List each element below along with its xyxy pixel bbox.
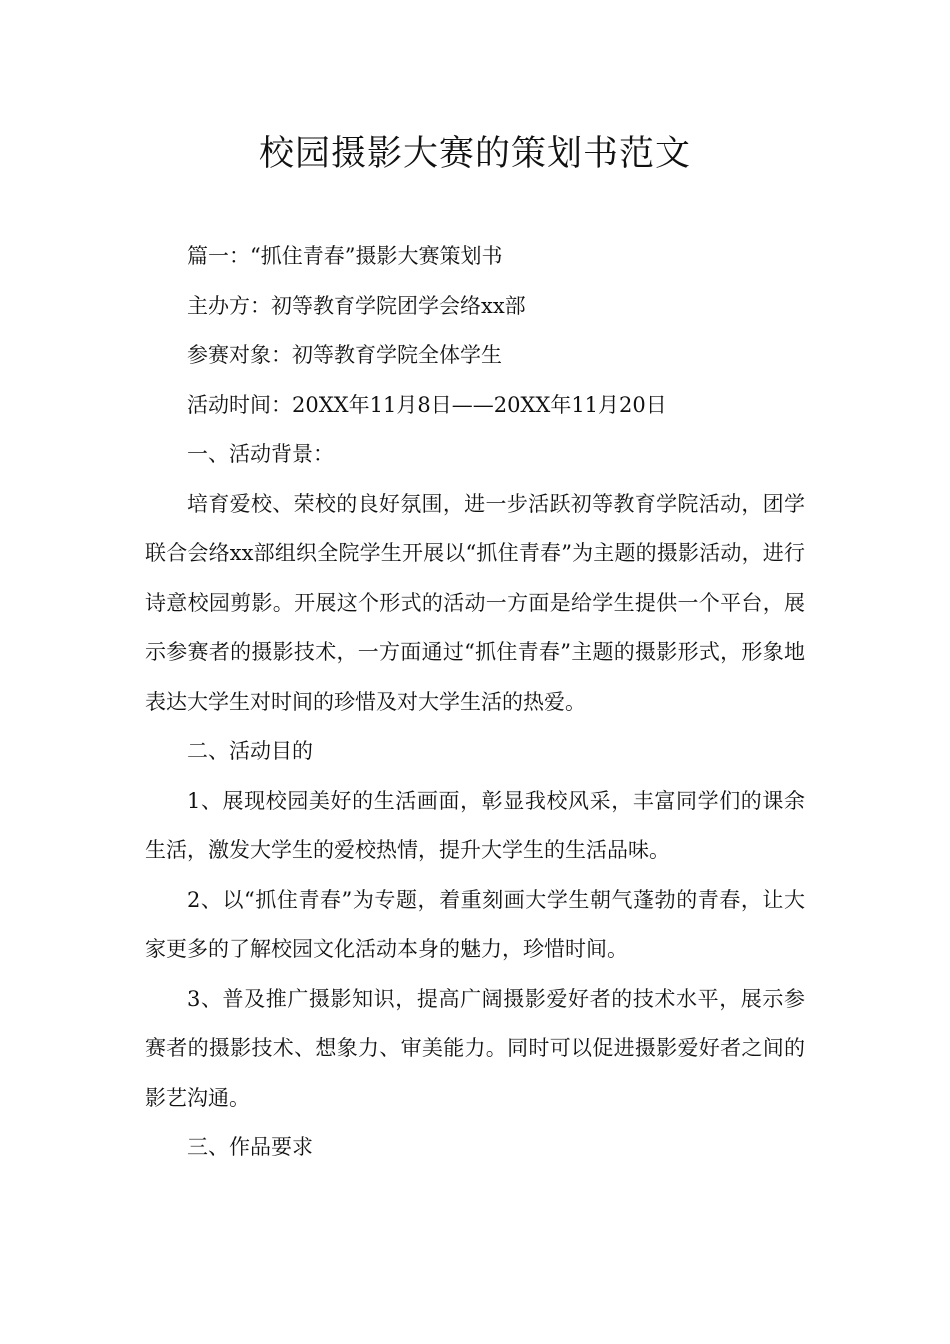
organizer-line: 主办方：初等教育学院团学会络xx部 [187,293,526,318]
purpose-item-3: 3、普及推广摄影知识，提高广阔摄影爱好者的技术水平，展示参赛者的摄影技术、想象力、审美能力。同时可以促进摄影爱好者之间的影艺沟通。 [145,986,805,1110]
purpose-heading: 二、活动目的 [187,739,313,763]
document-body [145,232,805,1173]
activity-time-line: 活动时间：20XX年11月8日——20XX年11月20日 [187,392,667,417]
document-title: 校园摄影大赛的策划书范文 [258,134,691,174]
background-paragraph: 培育爱校、荣校的良好氛围，进一步活跃初等教育学院活动，团学联合会络xx部组织全院学生开展以“抓住青春”为主题的摄影活动，进行诗意校园剪影。开展这个形式的活动一方面是给学生提供一个平台，展示参赛者的摄影技术，一方面通过“抓住青春”主题的摄影形式，形象地表达大学生对时间的珍惜及对大学生活的热爱。 [145,491,805,714]
background-heading: 一、活动背景： [187,442,334,466]
participants-line: 参赛对象：初等教育学院全体学生 [187,343,502,367]
requirements-heading: 三、作品要求 [187,1135,313,1159]
purpose-item-1: 1、展现校园美好的生活画面，彰显我校风采，丰富同学们的课余生活，激发大学生的爱校热情，提升大学生的生活品味。 [145,788,805,862]
purpose-item-2: 2、以“抓住青春”为专题，着重刻画大学生朝气蓬勃的青春，让大家更多的了解校园文化活动本身的魅力，珍惜时间。 [145,887,805,961]
section-subtitle: 篇一：“抓住青春”摄影大赛策划书 [187,244,503,268]
